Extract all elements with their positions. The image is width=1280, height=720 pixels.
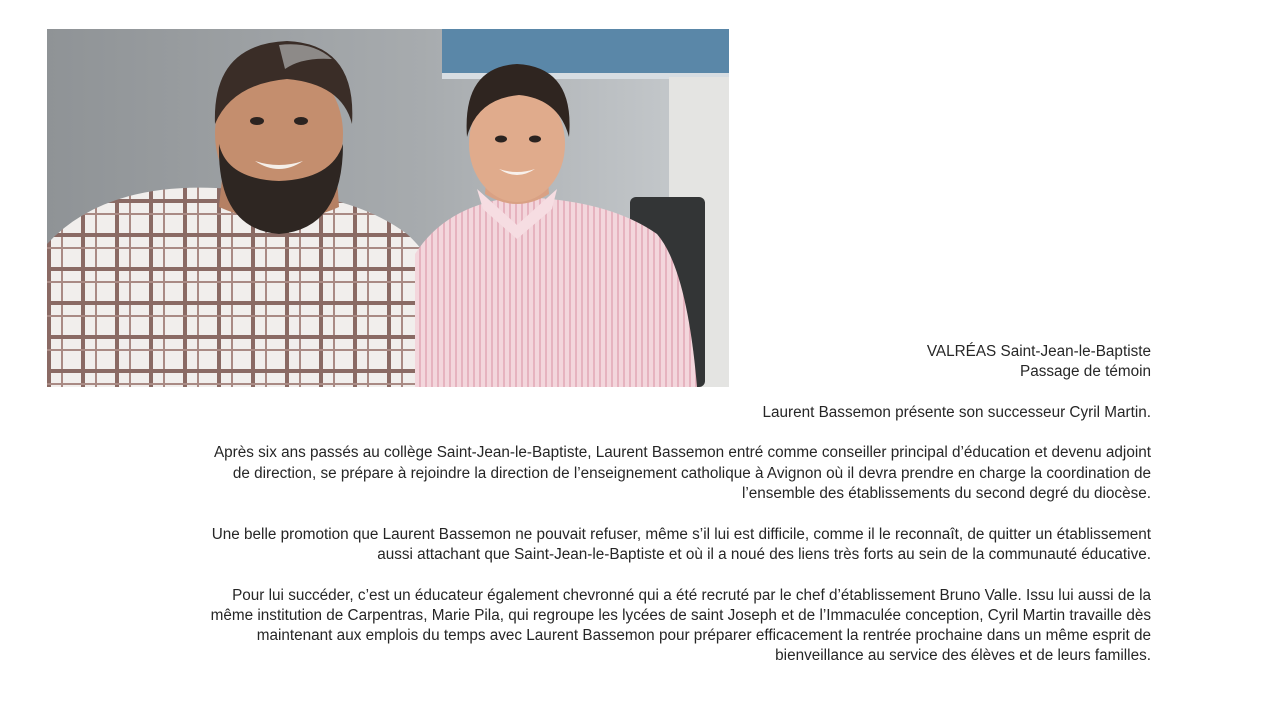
article-paragraph-1: Après six ans passés au collège Saint-Jean-le-Baptiste, Laurent Bassemon entré comme conseiller principal d’éducation et devenu adjoint de direction, se prépare à rejoindre la direction de l’enseignement catholique à Avignon où il devra prendre en charge la coordination de l’ensemble des établissements du second degré du diocèse. bbox=[213, 444, 1151, 503]
article-headline: Passage de témoin bbox=[1020, 363, 1151, 381]
article-photo bbox=[47, 29, 729, 387]
article-caption: Laurent Bassemon présente son successeur Cyril Martin. bbox=[762, 403, 1151, 421]
article-place: VALRÉAS Saint-Jean-le-Baptiste bbox=[926, 343, 1151, 360]
spacer bbox=[205, 383, 1151, 403]
spacer bbox=[205, 504, 1151, 524]
spacer bbox=[205, 565, 1151, 585]
article-paragraph-3: Pour lui succéder, c’est un éducateur également chevronné qui a été recruté par le chef d’établissement Bruno Valle. Issu lui aussi de la même institution de Carpentras, Marie Pila, qui regroupe les lycées de saint Joseph et de l’Immaculée conception, Cyril Martin travaille dès maintenant aux emplois du temps avec Laurent Bassemon pour préparer efficacement la rentrée prochaine dans un même esprit de bienveillance au service des élèves et de leurs familles. bbox=[210, 586, 1151, 665]
article-paragraph-2: Une belle promotion que Laurent Bassemon ne pouvait refuser, même s’il lui est difficile, comme il le reconnaît, de quitter un établissement aussi attachant que Saint-Jean-le-Baptiste et où il a noué des liens très forts au sein de la communauté éducative. bbox=[211, 525, 1151, 563]
photo-two-men-illustration bbox=[47, 29, 729, 387]
article-text bbox=[205, 342, 1151, 667]
spacer bbox=[205, 423, 1151, 443]
